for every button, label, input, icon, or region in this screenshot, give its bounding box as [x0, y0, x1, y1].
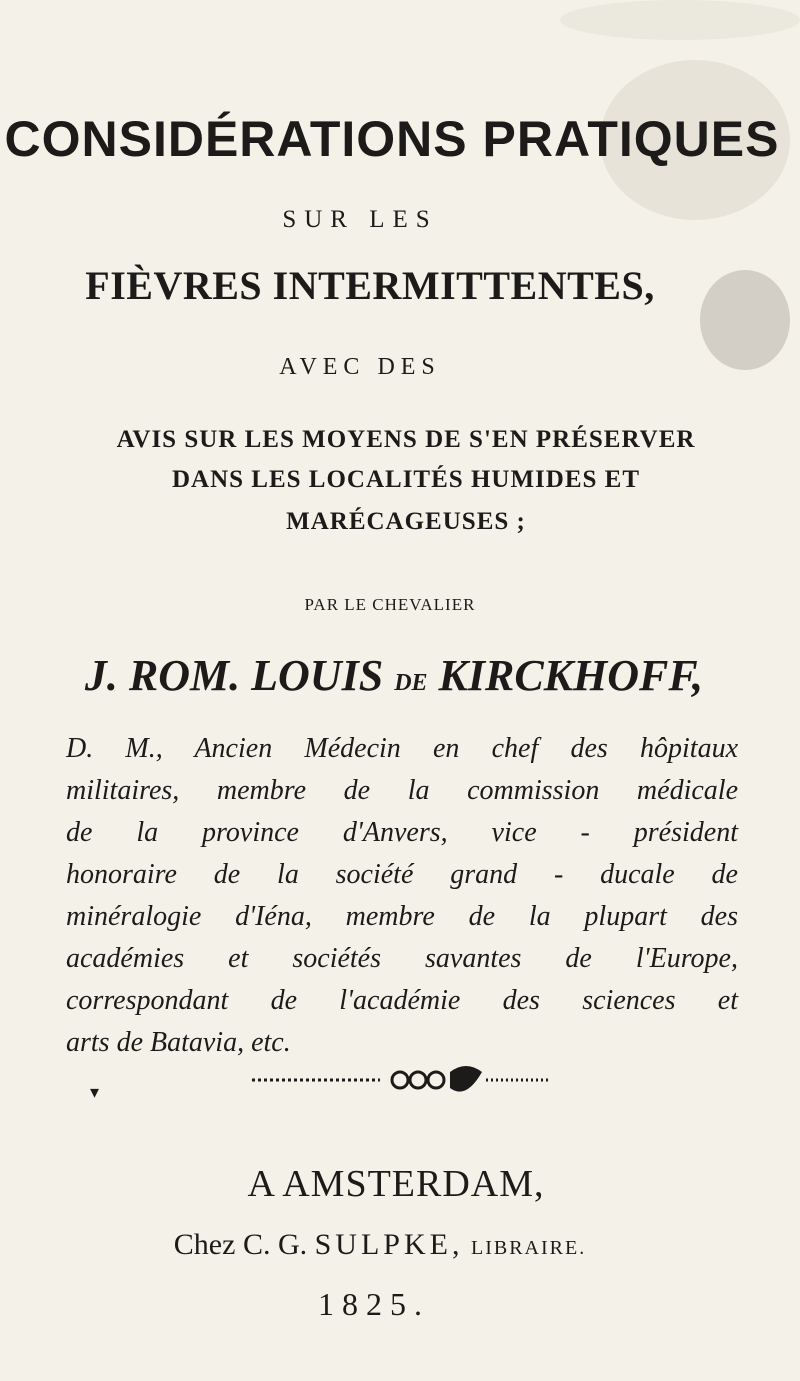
imprint-year: 1825.	[318, 1286, 430, 1322]
credential-line: académies et sociétés savantes de l'Europe,	[66, 943, 738, 974]
par-le-line: PAR LE CHEVALIER	[304, 595, 476, 614]
credential-line: arts de Batavia, etc.	[66, 1027, 291, 1058]
sur-les-line: SUR LES	[282, 206, 438, 233]
printers-ornament-icon	[250, 1060, 550, 1100]
avis-line-2: DANS LES LOCALITÉS HUMIDES ET	[171, 466, 640, 493]
paper-stain	[560, 0, 800, 40]
publisher-role: LIBRAIRE.	[470, 1237, 587, 1259]
credential-line: de la province d'Anvers, vice - président	[66, 817, 738, 848]
avis-line-1: AVIS SUR LES MOYENS DE S'EN PRÉSERVER	[116, 426, 696, 453]
author-credentials	[66, 728, 738, 1064]
arrow-mark-icon: ▾	[90, 1082, 100, 1102]
avec-des-line: AVEC DES	[279, 354, 441, 380]
author-line	[0, 650, 794, 701]
credential-line: militaires, membre de la commission médicale	[66, 775, 738, 806]
author-given: J. ROM. LOUIS	[84, 651, 384, 700]
subject-line: FIÈVRES INTERMITTENTES,	[85, 263, 655, 308]
author-particle: DE	[394, 670, 428, 696]
author-surname: KIRCKHOFF,	[438, 651, 704, 700]
chez-label: Chez	[173, 1228, 236, 1261]
publisher-initials: C. G.	[242, 1228, 308, 1261]
credential-line: D. M., Ancien Médecin en chef des hôpitaux	[66, 733, 738, 764]
imprint-publisher	[0, 1228, 780, 1262]
imprint-place: A AMSTERDAM,	[247, 1163, 545, 1205]
credential-line: correspondant de l'académie des sciences et	[66, 985, 738, 1016]
publisher-name: SULPKE,	[314, 1228, 464, 1261]
main-title: CONSIDÉRATIONS PRATIQUES	[4, 111, 780, 167]
credential-line: minéralogie d'Iéna, membre de la plupart des	[66, 901, 738, 932]
credential-line: honoraire de la société grand - ducale de	[66, 859, 738, 890]
avis-line-3: MARÉCAGEUSES ;	[286, 508, 526, 535]
